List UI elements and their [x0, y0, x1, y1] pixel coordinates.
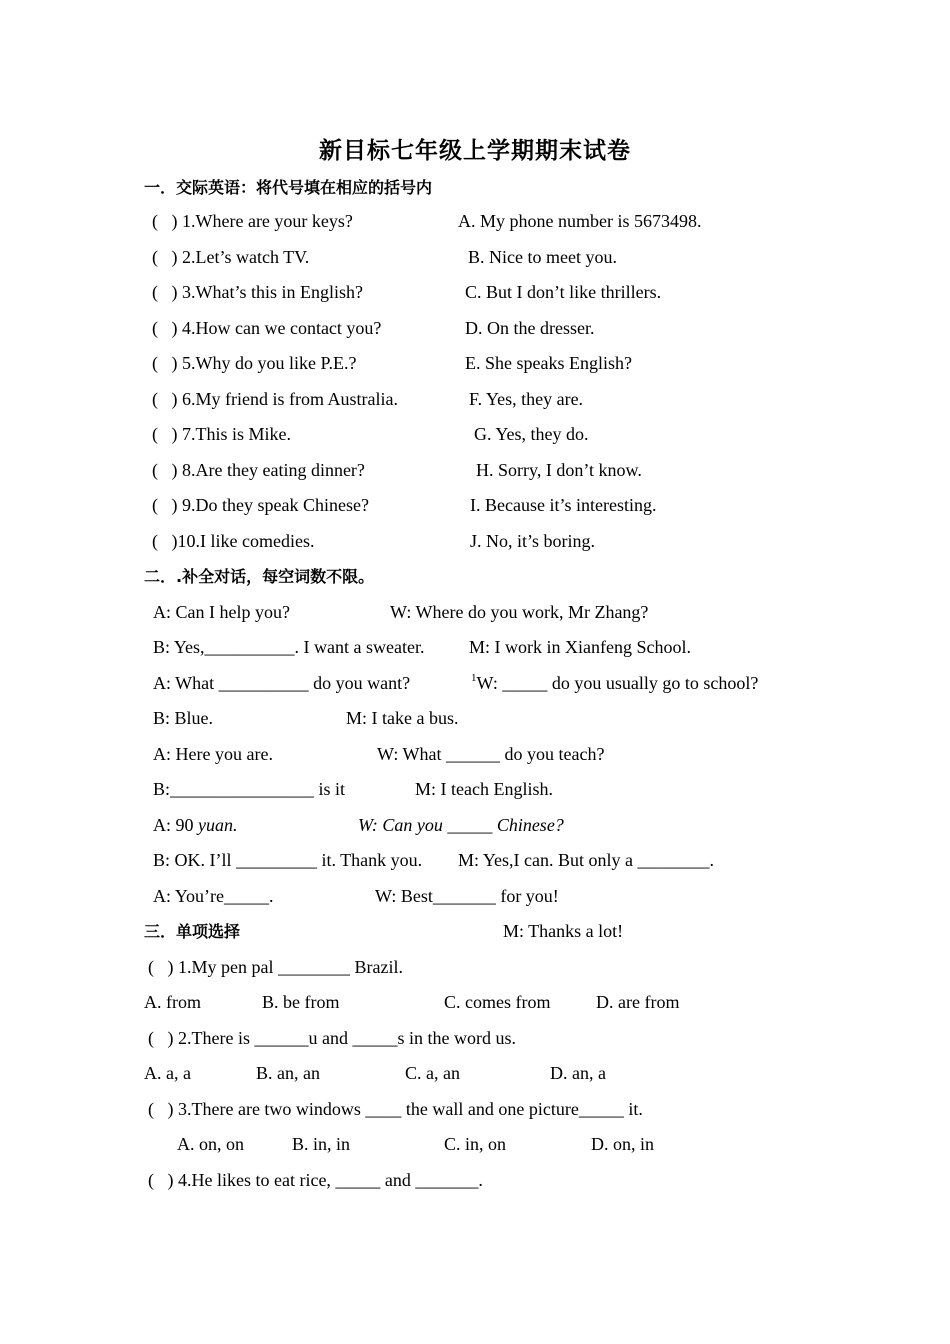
matching-question: ( ) 4.How can we contact you? [152, 318, 382, 338]
matching-answer: I. Because it’s interesting. [470, 495, 657, 515]
dialogue-b-line: W: Best_______ for you! [375, 886, 559, 906]
matching-question: ( ) 9.Do they speak Chinese? [152, 495, 369, 515]
dialogue-b-line-footnoted [471, 672, 758, 697]
dialogue-b-line: M: I work in Xianfeng School. [469, 637, 691, 657]
mc-option: B. be from [262, 992, 340, 1012]
section-3-heading: 三．单项选择 [144, 922, 241, 941]
dialogue-b-line: W: Can you _____ Chinese? [358, 815, 564, 835]
dialogue-a-line: A: Can I help you? [153, 602, 290, 622]
mc-question: ( ) 2.There is ______u and _____s in the word us. [148, 1028, 516, 1048]
mc-option: A. from [144, 992, 201, 1012]
matching-answer: C. But I don’t like thrillers. [465, 282, 662, 302]
mc-question: ( ) 3.There are two windows ____ the wall and one picture_____ it. [148, 1099, 643, 1119]
matching-answer: D. On the dresser. [465, 318, 595, 338]
mc-option: C. a, an [405, 1063, 460, 1083]
dialogue-a-line: B: Blue. [153, 708, 214, 728]
matching-question: ( ) 1.Where are your keys? [152, 211, 353, 231]
mc-option: B. in, in [292, 1134, 351, 1154]
mc-option: A. a, a [144, 1063, 191, 1083]
dialogue-b-text: W: _____ do you usually go to school? [476, 673, 759, 693]
matching-question: ( ) 2.Let’s watch TV. [152, 247, 310, 267]
matching-answer: G. Yes, they do. [474, 424, 589, 444]
dialogue-a-line: B: OK. I’ll _________ it. Thank you. [153, 850, 423, 870]
mc-option: B. an, an [256, 1063, 320, 1083]
matching-question: ( ) 3.What’s this in English? [152, 282, 363, 302]
matching-answer: F. Yes, they are. [469, 389, 584, 409]
matching-question: ( )10.I like comedies. [152, 531, 315, 551]
mc-option: C. comes from [444, 992, 551, 1012]
dialogue-a-line: B:________________ is it [153, 779, 346, 799]
mc-option: C. in, on [444, 1134, 507, 1154]
dialogue-a-line: A: Here you are. [153, 744, 273, 764]
dialogue-b-line: M: I take a bus. [346, 708, 459, 728]
matching-answer: H. Sorry, I don’t know. [476, 460, 642, 480]
matching-question: ( ) 7.This is Mike. [152, 424, 291, 444]
dialogue-b-line: M: I teach English. [415, 779, 553, 799]
matching-answer: A. My phone number is 5673498. [458, 211, 702, 231]
dialogue-b-line: W: Where do you work, Mr Zhang? [390, 602, 649, 622]
dialogue-b-line: M: Yes,I can. But only a ________. [458, 850, 714, 870]
matching-answer: J. No, it’s boring. [470, 531, 596, 551]
dialogue-b-line: W: What ______ do you teach? [377, 744, 605, 764]
dialogue-a-text: A: 90 [153, 815, 198, 835]
matching-question: ( ) 8.Are they eating dinner? [152, 460, 365, 480]
matching-answer: B. Nice to meet you. [468, 247, 617, 267]
dialogue-b-line: M: Thanks a lot! [503, 921, 624, 941]
dialogue-a-line: B: Yes,__________. I want a sweater. [153, 637, 425, 657]
mc-option: D. an, a [550, 1063, 606, 1083]
page-title: 新目标七年级上学期期末试卷 [319, 138, 631, 164]
currency-word: yuan. [198, 815, 238, 835]
dialogue-a-line-price [153, 814, 238, 836]
mc-option: D. are from [596, 992, 680, 1012]
dialogue-a-line: A: What __________ do you want? [153, 673, 411, 693]
footnote-mark: 1 [471, 672, 477, 684]
mc-option: A. on, on [177, 1134, 244, 1154]
matching-question: ( ) 5.Why do you like P.E.? [152, 353, 357, 373]
section-1-heading: 一．交际英语：将代号填在相应的括号内 [144, 178, 433, 197]
dialogue-a-line: A: You’re_____. [153, 886, 274, 906]
mc-question: ( ) 1.My pen pal ________ Brazil. [148, 957, 403, 977]
mc-question: ( ) 4.He likes to eat rice, _____ and _______. [148, 1170, 483, 1190]
mc-option: D. on, in [591, 1134, 654, 1154]
matching-question: ( ) 6.My friend is from Australia. [152, 389, 398, 409]
matching-answer: E. She speaks English? [465, 353, 632, 373]
section-2-heading: 二．.补全对话，每空词数不限。 [144, 567, 375, 586]
